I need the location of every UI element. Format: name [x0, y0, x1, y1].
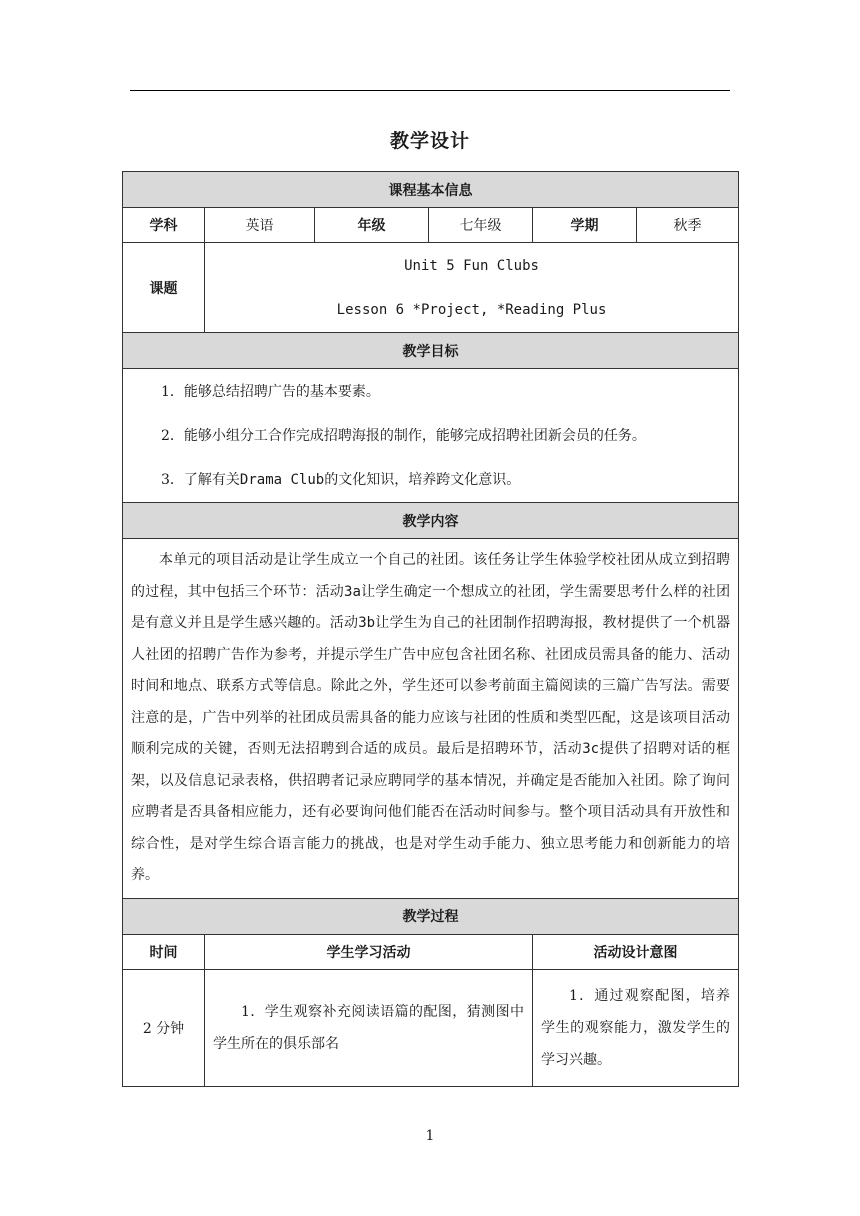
content-body [123, 539, 739, 899]
column-header-intent: 活动设计意图 [533, 934, 739, 969]
objectives-list [123, 369, 739, 503]
row-time: 2 分钟 [123, 969, 205, 1086]
row-activity: 1．学生观察补充阅读语篇的配图，猜测图中学生所在的俱乐部名 [205, 969, 533, 1086]
section-heading-objectives: 教学目标 [123, 333, 739, 369]
term-value: 秋季 [637, 208, 739, 243]
table-row [123, 969, 739, 1086]
term-label: 学期 [533, 208, 637, 243]
grade-value: 七年级 [429, 208, 533, 243]
column-header-time: 时间 [123, 934, 205, 969]
section-heading-content: 教学内容 [123, 503, 739, 539]
subject-label: 学科 [123, 208, 205, 243]
column-header-activity: 学生学习活动 [205, 934, 533, 969]
topic-cell [205, 243, 739, 333]
row-intent: 1．通过观察配图，培养学生的观察能力，激发学生的学习兴趣。 [533, 969, 739, 1086]
subject-value: 英语 [205, 208, 315, 243]
topic-lesson-title: Lesson 6 *Project, *Reading Plus [336, 301, 607, 318]
section-heading-process: 教学过程 [123, 898, 739, 934]
lesson-plan-table [122, 171, 739, 1087]
document-title: 教学设计 [389, 130, 470, 152]
objective-item: 2．能够小组分工合作完成招聘海报的制作，能够完成招聘社团新会员的任务。 [161, 427, 646, 444]
grade-label: 年级 [315, 208, 429, 243]
section-heading-basic-info: 课程基本信息 [123, 172, 739, 208]
page-number: 1 [425, 1128, 435, 1144]
topic-unit-title: Unit 5 Fun Clubs [404, 257, 539, 274]
objective-item: 1．能够总结招聘广告的基本要素。 [161, 383, 380, 400]
content-paragraph: 本单元的项目活动是让学生成立一个自己的社团。该任务让学生体验学校社团从成立到招聘的过程，其中包括三个环节：活动3a让学生确定一个想成立的社团，学生需要思考什么样的社团是有意义并且是学生感兴趣的。活动3b让学生为自己的社团制作招聘海报，教材提供了一个机器人社团的招聘广告作为参考，并提示学生广告中应包含社团名称、社团成员需具备的能力、活动时间和地点、联系方式等信息。除此之外，学生还可以参考前面主篇阅读的三篇广告写法。需要注意的是，广告中列举的社团成员需具备的能力应该与社团的性质和类型匹配，这是该项目活动顺利完成的关键，否则无法招聘到合适的成员。最后是招聘环节，活动3c提供了招聘对话的框架，以及信息记录表格，供招聘者记录应聘同学的基本情况，并确定是否能加入社团。除了询问应聘者是否具备相应能力，还有必要询问他们能否在活动时间参与。整个项目活动具有开放性和综合性，是对学生综合语言能力的挑战，也是对学生动手能力、独立思考能力和创新能力的培养。 [131, 552, 731, 883]
header-rule [130, 90, 730, 91]
topic-label: 课题 [123, 243, 205, 333]
objective-item: 3．了解有关Drama Club的文化知识，培养跨文化意识。 [161, 471, 521, 488]
